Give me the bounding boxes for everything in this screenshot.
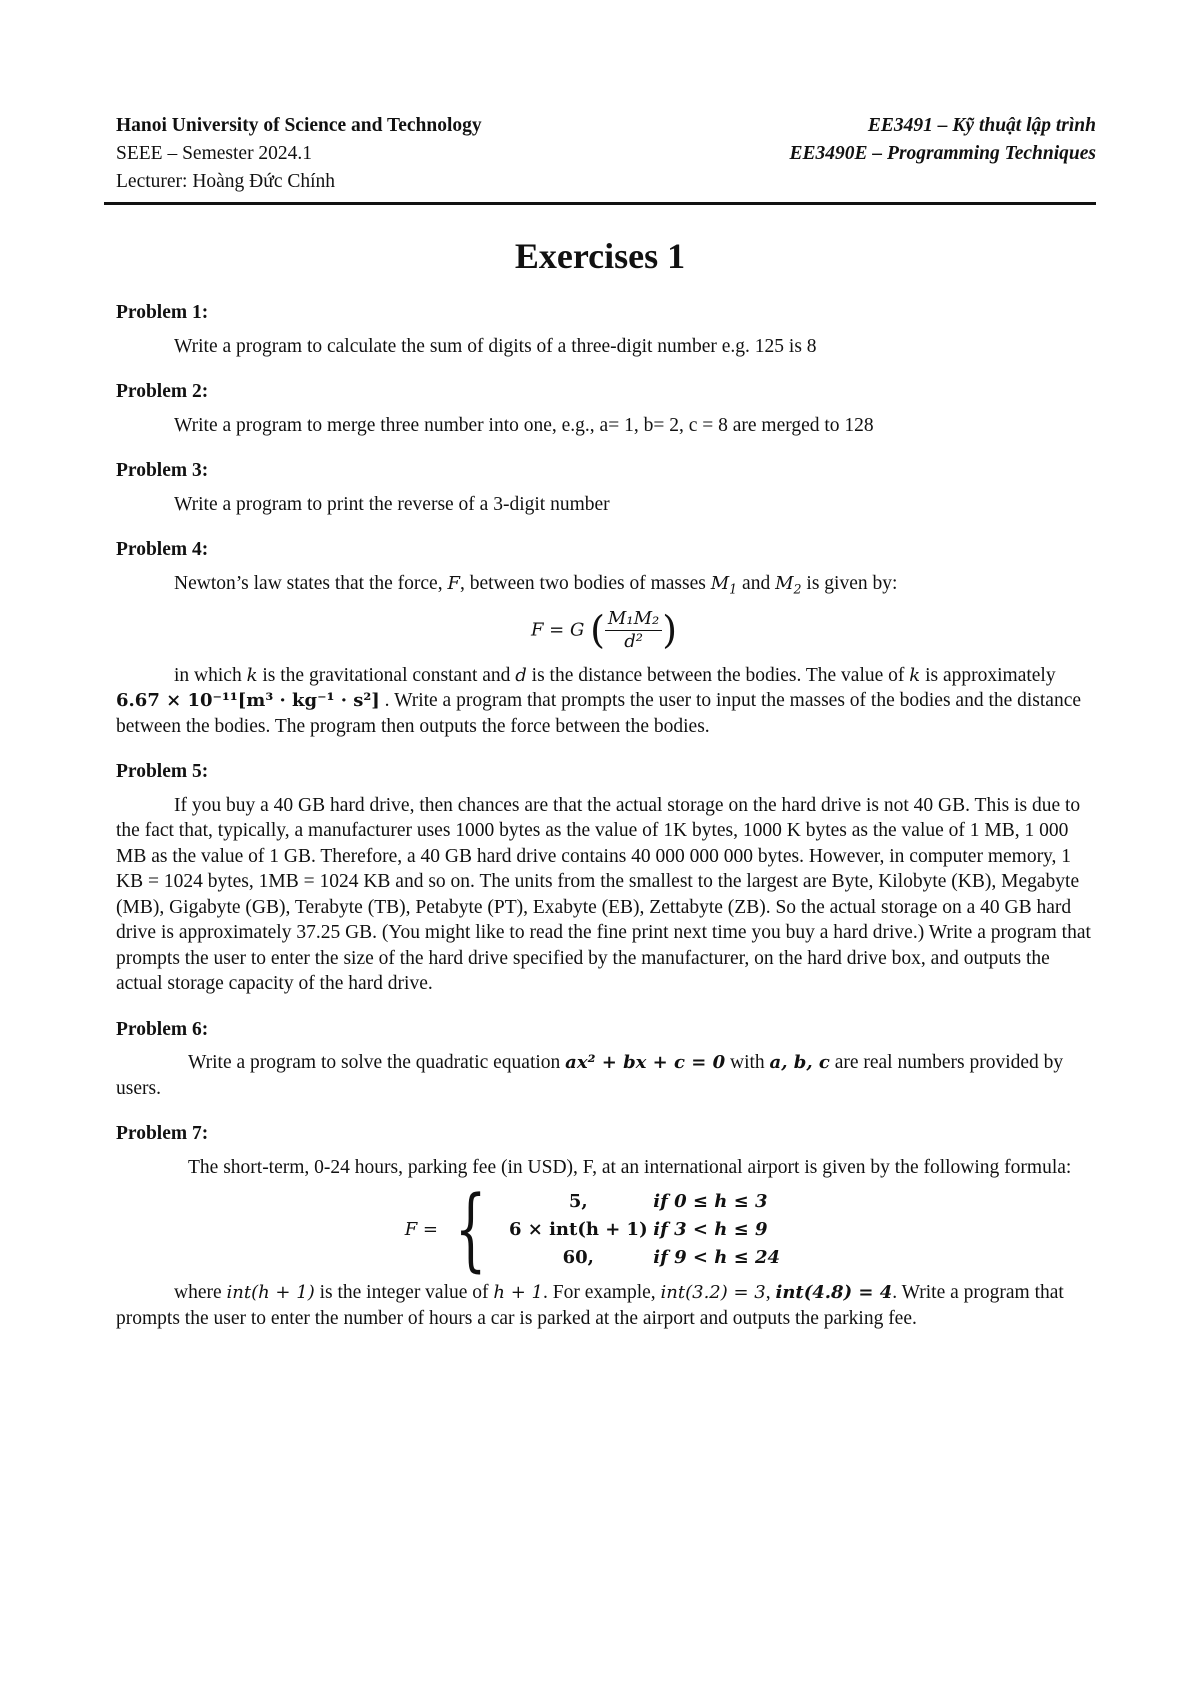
header-right	[790, 112, 1096, 168]
formula-cases	[503, 1188, 803, 1272]
problem-3-heading: Problem 3:	[116, 460, 209, 481]
problem-6-heading: Problem 6:	[116, 1018, 209, 1040]
eq-lhs: F = G	[530, 619, 585, 641]
p6-t1: Write a program to solve the quadratic equation	[188, 1052, 566, 1074]
problem-7-intro: The short-term, 0-24 hours, parking fee (in USD), F, at an international airport is given by the following formula:	[188, 1156, 1072, 1178]
right-paren: )	[662, 607, 678, 652]
problem-2-heading: Problem 2:	[116, 381, 209, 402]
p7-example-1: int(3.2) = 3	[660, 1282, 766, 1304]
problem-4-body	[116, 663, 1092, 740]
page-title: Exercises 1	[514, 236, 686, 276]
p4-var-F: F	[447, 572, 460, 594]
p4-body4: is approximately	[920, 664, 1056, 686]
problem-5-text: If you buy a 40 GB hard drive, then chances are that the actual storage on the hard drive is not 40 GB. This is due to the fact that, typically, a manufacturer uses 1000 bytes as the value of 1K bytes, 1000 K bytes as the value of 1 MB, 1 000 MB as the value of 1 GB. Therefore, a 40 GB hard drive contains 40 000 000 000 bytes. However, in computer memory, 1 KB = 1024 bytes, 1MB = 1024 KB and so on. The units from the smallest to the largest are Byte, Kilobyte (KB), Megabyte (MB), Gigabyte (GB), Terabyte (TB), Petabyte (PT), Exabyte (EB), Zettabyte (ZB). So the actual storage on a 40 GB hard drive is approximately 37.25 GB. (You might like to read the fine print next time you buy a hard drive.) Write a program that prompts the user to enter the size of the hard drive specified by the manufacturer, on the hard drive box, and outputs the actual storage capacity of the hard drive.	[116, 794, 1091, 995]
left-brace: {	[454, 1177, 487, 1283]
p4-intro-text: Newton’s law states that the force,	[174, 572, 448, 594]
problem-6-text	[116, 1050, 1092, 1101]
p4-intro-mid: , between two bodies of masses	[459, 572, 711, 594]
p7-w3: . For example,	[543, 1282, 661, 1304]
header-divider	[104, 202, 1096, 205]
eq-denominator: d²	[624, 630, 643, 652]
header-block	[104, 112, 1096, 196]
problem-4-heading: Problem 4:	[116, 539, 209, 560]
header-left	[116, 112, 482, 196]
p4-body5: . Write a program that prompts the user to input the masses of the bodies and the distance between the bodies. The program then outputs the force between the bodies.	[116, 690, 1082, 737]
university-name: Hanoi University of Science and Technology	[116, 115, 482, 136]
p4-body1: in which	[174, 664, 247, 686]
problem-5-heading: Problem 5:	[116, 761, 209, 783]
p7-w5: . Write a program that prompts the user to enter the number of hours a car is parked at the airport and outputs the parking fee.	[116, 1282, 1064, 1329]
p6-vars: a, b, c	[769, 1052, 830, 1074]
p4-var-k: k	[246, 664, 258, 686]
formula-lhs: F =	[404, 1219, 439, 1241]
case-1-condition: if 0 ≤ h ≤ 3	[653, 1191, 768, 1213]
p4-var-k2: k	[909, 664, 921, 686]
left-paren: (	[590, 607, 605, 652]
p7-w2: is the integer value of	[314, 1282, 494, 1304]
p7-example-2: int(4.8) = 4	[775, 1282, 893, 1304]
eq-fraction	[605, 608, 662, 653]
p4-var-m2: $M_2$	[775, 572, 802, 597]
problem-4-intro	[116, 571, 1092, 602]
quadratic-equation: ax² + bx + c = 0	[565, 1052, 726, 1074]
problem-3-text: Write a program to print the reverse of a 3-digit number	[174, 493, 610, 515]
course-code-en: EE3490E – Programming Techniques	[789, 143, 1096, 164]
case-3-value: 60,	[562, 1247, 594, 1269]
p4-body2: is the gravitational constant and	[257, 664, 516, 686]
case-2-value: 6 × int(h + 1)	[508, 1219, 648, 1241]
problem-7-heading: Problem 7:	[116, 1123, 209, 1145]
problem-1-heading: Problem 1:	[116, 302, 209, 323]
problems-list	[116, 300, 1092, 1351]
problem-1-text: Write a program to calculate the sum of digits of a three-digit number e.g. 125 is 8	[174, 335, 817, 357]
lecturer-label: Lecturer: Hoàng Đức Chính	[116, 171, 336, 192]
p6-t3: are real numbers provided by users.	[116, 1052, 1064, 1099]
course-code-vi: EE3491 – Kỹ thuật lập trình	[867, 115, 1096, 136]
semester-label: SEEE – Semester 2024.1	[116, 143, 313, 164]
p4-var-d: d	[515, 664, 527, 686]
p6-t2: with	[725, 1052, 770, 1074]
p7-h-expr: h + 1	[493, 1282, 543, 1304]
p7-w1: where	[174, 1282, 227, 1304]
parking-fee-formula	[116, 1177, 1092, 1283]
p4-intro-and: and	[737, 572, 776, 594]
p7-w4: ,	[765, 1282, 776, 1304]
p4-body3: is the distance between the bodies. The value of	[526, 664, 910, 686]
p4-intro-end: is given by:	[801, 572, 898, 594]
case-3-condition: if 9 < h ≤ 24	[653, 1247, 781, 1269]
problem-2-text: Write a program to merge three number into one, e.g., a= 1, b= 2, c = 8 are merged to 128	[174, 414, 874, 436]
gravitational-constant: 6.67 × 10⁻¹¹[m³ · kg⁻¹ · s²]	[116, 690, 380, 712]
document-header	[104, 112, 1096, 196]
case-2-condition: if 3 < h ≤ 9	[653, 1219, 768, 1241]
eq-numerator: M₁M₂	[605, 608, 662, 631]
case-1-value: 5,	[568, 1191, 588, 1213]
p7-int-expr: int(h + 1)	[226, 1282, 315, 1304]
newton-equation	[116, 608, 1092, 653]
p4-var-m1: $M_1$	[710, 572, 738, 597]
problem-7-body	[116, 1280, 1092, 1331]
